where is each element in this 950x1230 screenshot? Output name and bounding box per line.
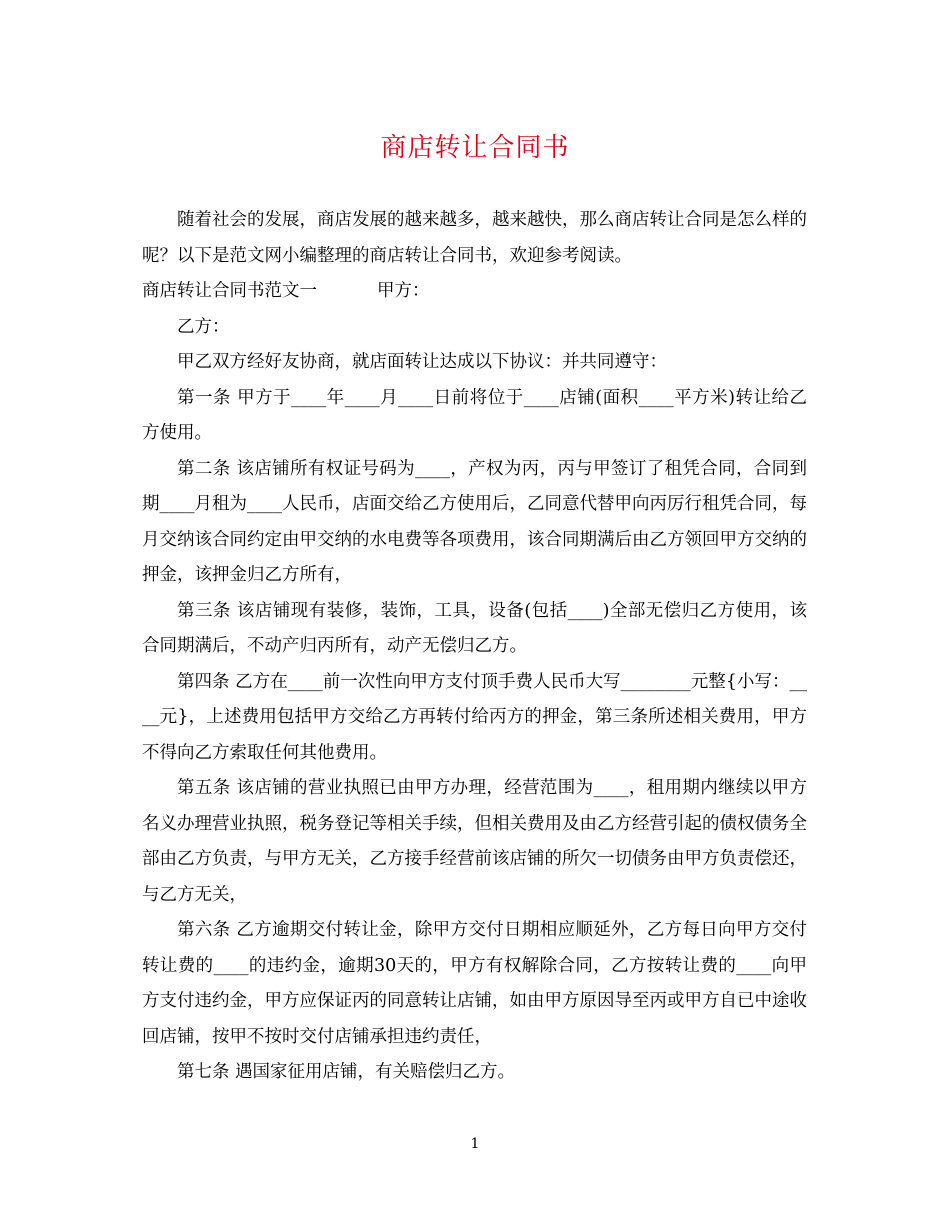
article-4: 第四条 乙方在____前一次性向甲方支付顶手费人民币大写________元整{小写：____元}，上述费用包括甲方交给乙方再转付给丙方的押金，第三条所述相关费用，甲方不得向乙方索取任何其他费用。 [142, 671, 807, 763]
article-2: 第二条 该店铺所有权证号码为____，产权为丙，丙与甲签订了租凭合同，合同到期____月租为____人民币，店面交给乙方使用后，乙同意代替甲向丙厉行租凭合同，每月交纳该合同约定由甲交纳的水电费等各项费用，该合同期满后由乙方领回甲方交纳的押金，该押金归乙方所有， [142, 458, 807, 585]
party-b-label: 乙方： [177, 316, 230, 337]
article-7: 第七条 遇国家征用店铺，有关赔偿归乙方。 [177, 1062, 516, 1082]
intro-paragraph: 随着社会的发展，商店发展的越来越多，越来越快，那么商店转让合同是怎么样的呢？以下是范文网小编整理的商店转让合同书，欢迎参考阅读。 [142, 210, 807, 266]
party-a-label: 甲方： [377, 281, 430, 301]
article-6: 第六条 乙方逾期交付转让金，除甲方交付日期相应顺延外，乙方每日向甲方交付转让费的____的违约金，逾期30天的，甲方有权解除合同，乙方按转让费的____向甲方支付违约金，甲方应保证丙的同意转让店铺，如由甲方原因导至丙或甲方自已中途收回店铺，按甲不按时交付店铺承担违约责任， [142, 920, 807, 1047]
article-3: 第三条 该店铺现有装修，装饰，工具，设备(包括____)全部无偿归乙方使用，该合同期满后，不动产归丙所有，动产无偿归乙方。 [142, 600, 807, 656]
article-5: 第五条 该店铺的营业执照已由甲方办理，经营范围为____，租用期内继续以甲方名义办理营业执照，税务登记等相关手续，但相关费用及由乙方经营引起的债权债务全部由乙方负责，与甲方无关，乙方接手经营前该店铺的所欠一切债务由甲方负责偿还，与乙方无关， [142, 778, 807, 905]
agreement-intro: 甲乙双方经好友协商，就店面转让达成以下协议：并共同遵守： [177, 352, 667, 372]
document-title: 商店转让合同书 [380, 133, 570, 163]
sample-heading: 商店转让合同书范文一 [142, 281, 317, 301]
document-body [142, 203, 807, 1091]
page-number: 1 [470, 1136, 480, 1152]
article-1: 第一条 甲方于____年____月____日前将位于____店铺(面积____平方米)转让给乙方使用。 [142, 387, 807, 443]
sample-heading-line [142, 274, 807, 310]
